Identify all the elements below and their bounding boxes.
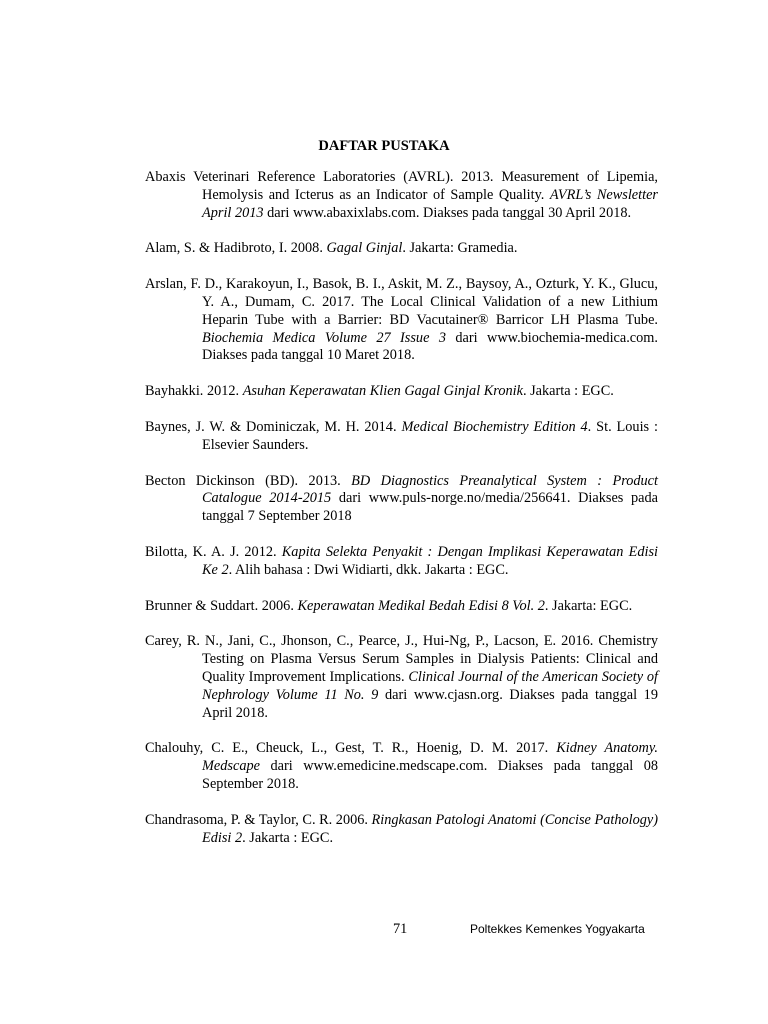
reference-source: . Jakarta: Gramedia. [402,240,518,257]
reference-source: . Alih bahasa : Dwi Widiarti, dkk. Jakarta : EGC. [228,561,509,578]
page-title: DAFTAR PUSTAKA [318,138,450,154]
reference-source: dari www.emedicine.medscape.com. Diakses pada tanggal 08 September 2018. [202,758,658,792]
reference-source: dari www.cjasn.org. Diakses pada tanggal 19 April 2018. [202,686,658,721]
reference-authors: Baynes, J. W. & Dominiczak, M. H. 2014. [145,418,402,435]
reference-authors: Alam, S. & Hadibroto, I. 2008. [145,240,327,257]
reference-entry [145,544,658,580]
reference-list [145,169,658,865]
reference-title: Clinical Journal of the American Society of Nephrology Volume 11 No. 9 [202,668,659,703]
reference-title: Kapita Selekta Penyakit : Dengan Implikasi Keperawatan Edisi Ke 2 [202,543,658,578]
reference-authors: Bilotta, K. A. J. 2012. [145,543,282,560]
reference-entry [145,276,658,365]
reference-title: Biochemia Medica Volume 27 Issue 3 [202,329,446,346]
reference-authors: Bayhakki. 2012. [145,383,243,400]
reference-authors: Brunner & Suddart. 2006. [145,597,298,614]
reference-authors: Abaxis Veterinari Reference Laboratories (AVRL). 2013. Measurement of Lipemia, Hemolysis and Icterus as an Indicator of Sample Quality. [145,169,658,203]
reference-source: . Jakarta : EGC. [522,383,614,400]
reference-entry [145,383,658,401]
reference-title: Keperawatan Medikal Bedah Edisi 8 Vol. 2 [297,597,545,614]
reference-source: . Jakarta : EGC. [242,829,334,846]
reference-title: BD Diagnostics Preanalytical System : Product Catalogue 2014-2015 [202,472,658,507]
reference-source: dari www.puls-norge.no/media/256641. Diakses pada tanggal 7 September 2018 [202,490,659,525]
reference-entry [145,633,658,722]
reference-title: Gagal Ginjal [326,240,403,257]
reference-entry [145,240,658,258]
reference-entry [145,473,658,526]
reference-title: AVRL’s Newsletter April 2013 [202,186,658,221]
reference-source: . St. Louis : Elsevier Saunders. [202,418,658,453]
reference-title: Medical Biochemistry Edition 4 [401,418,588,435]
reference-entry [145,598,658,616]
reference-title: Asuhan Keperawatan Klien Gagal Ginjal Kronik [242,383,523,400]
page-number: 71 [393,921,408,937]
reference-title: Ringkasan Patologi Anatomi (Concise Pathology) Edisi 2 [202,811,658,846]
reference-authors: Chandrasoma, P. & Taylor, C. R. 2006. [145,811,372,828]
reference-source: dari www.abaxixlabs.com. Diakses pada tanggal 30 April 2018. [263,204,632,221]
reference-title: Kidney Anatomy. Medscape [202,740,658,775]
reference-authors: Becton Dickinson (BD). 2013. [145,472,352,489]
reference-source: dari www.biochemia-medica.com. Diakses pada tanggal 10 Maret 2018. [202,329,658,364]
reference-authors: Chalouhy, C. E., Cheuck, L., Gest, T. R., Hoenig, D. M. 2017. [145,740,557,757]
reference-authors: Arslan, F. D., Karakoyun, I., Basok, B. I., Askit, M. Z., Baysoy, A., Ozturk, Y. K., Glucu, Y. A., Dumam, C. 2017. The Local Clinical Validation of a new Lithium Heparin Tube with a Barrier: BD Vacutainer® Barricor LH Plasma Tube. [145,276,658,328]
reference-authors: Carey, R. N., Jani, C., Jhonson, C., Pearce, J., Hui-Ng, P., Lacson, E. 2016. Chemistry Testing on Plasma Versus Serum Samples in Dialysis Patients: Clinical and Quality Improvement Implications. [145,633,658,685]
footer-institution: Poltekkes Kemenkes Yogyakarta [470,922,645,936]
reference-entry [145,740,658,793]
reference-entry [145,812,658,848]
reference-source: . Jakarta: EGC. [544,597,633,614]
reference-entry [145,169,658,222]
reference-entry [145,419,658,455]
